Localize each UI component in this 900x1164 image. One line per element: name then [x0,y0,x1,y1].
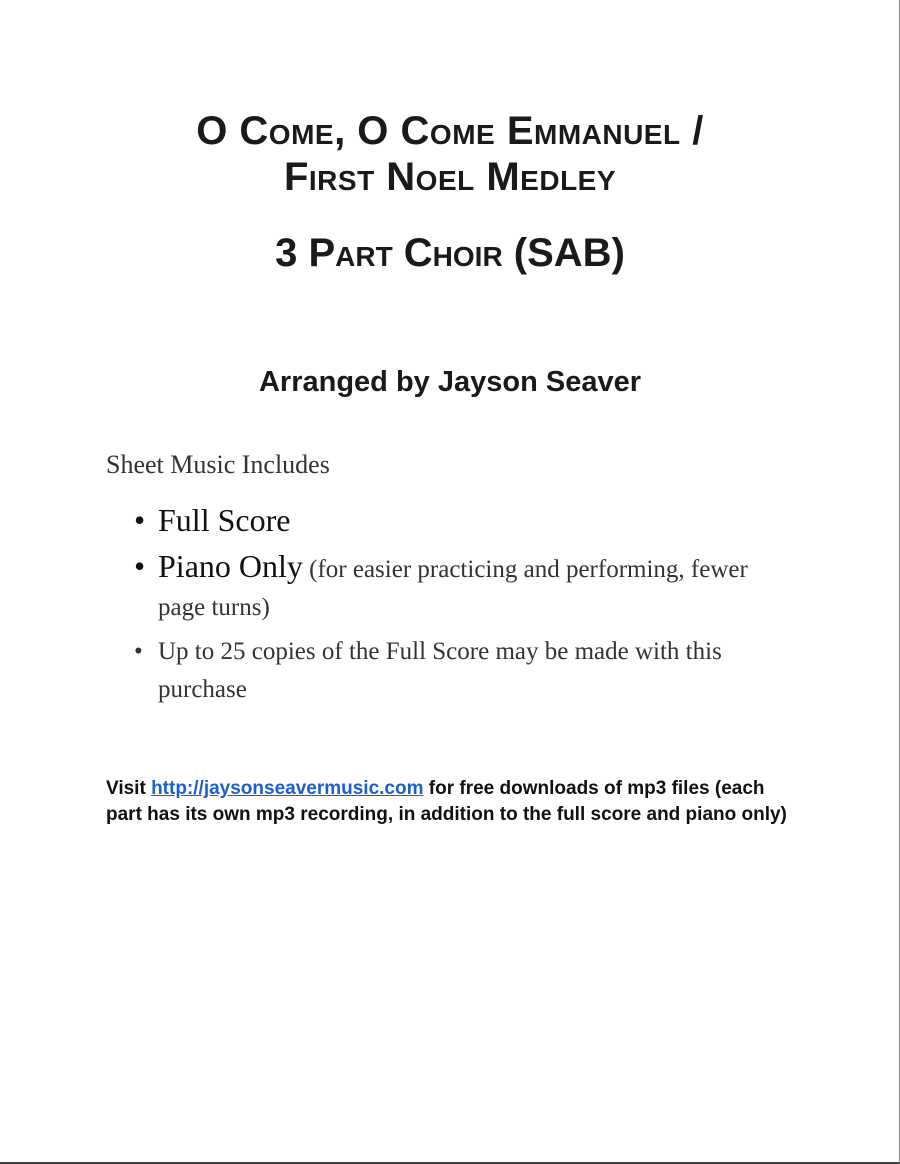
list-item-detail: Up to 25 copies of the Full Score may be made with this purchase [158,638,722,703]
list-item-main: Full Score [158,502,291,538]
list-item-detail: (for easier practicing and performing, fewer page turns) [158,556,748,621]
includes-heading: Sheet Music Includes [106,450,330,479]
arranger-credit: Arranged by Jayson Seaver [258,366,641,398]
title-line-1: O Come, O Come Emmanuel / [196,109,704,153]
list-item [130,546,790,627]
list-item [130,633,790,709]
visit-suffix: for free downloads of mp3 files (each part has its own mp3 recording, in addition to the full score and piano only) [106,778,787,825]
bullet-icon: • [134,502,146,538]
includes-list [130,500,790,715]
ensemble-subtitle: 3 Part Choir (SAB) [275,231,625,275]
title-line-2: First Noel Medley [283,155,617,199]
website-link[interactable]: http://jaysonseavermusic.com [151,778,424,799]
bullet-icon: • [134,548,146,584]
visit-prefix: Visit [106,778,152,799]
bullet-icon: • [134,638,143,665]
list-item [130,500,790,540]
list-item-main: Piano Only [158,548,303,584]
page-title [0,108,900,200]
visit-note [106,776,796,828]
